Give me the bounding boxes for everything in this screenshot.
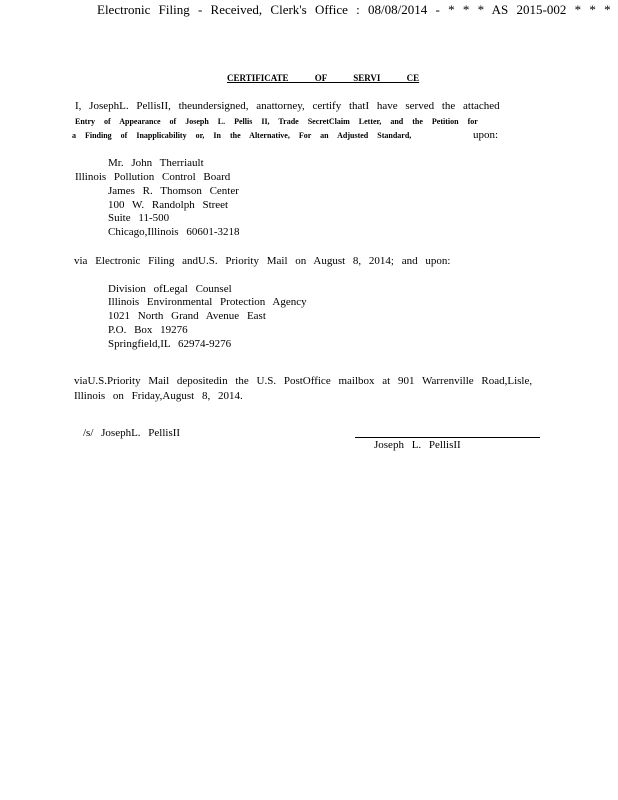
recipient1-line: Mr. John Therriault — [108, 157, 204, 169]
service-via-2-line-1: viaU.S.Priority Mail depositedin the U.S. PostOffice mailbox at 901 Warrenville Road,Lisle, — [74, 375, 533, 387]
recipient2-line: Division ofLegal Counsel — [108, 283, 232, 295]
recipient1-line: Suite 11-500 — [108, 212, 170, 224]
recipient1-line: James R. Thomson Center — [108, 185, 239, 197]
recipient1-line: Chicago,Illinois 60601-3218 — [108, 226, 240, 238]
signer-name: Joseph L. PellisII — [374, 439, 461, 451]
recipient2-line: 1021 North Grand Avenue East — [108, 310, 266, 322]
intro-line-3: a Finding of Inapplicability or, In the Alternative, For an Adjusted Standard, — [72, 131, 412, 140]
recipient1-line: 100 W. Randolph Street — [108, 199, 229, 211]
service-via-2-line-2: Illinois on Friday,August 8, 2014. — [74, 390, 243, 402]
signature-line — [355, 437, 540, 438]
electronic-filing-stamp: Electronic Filing - Received, Clerk's Office : 08/08/2014 - * * * AS 2015-002 * * * — [97, 2, 611, 17]
intro-line-1: I, JosephL. PellisII, theundersigned, anattorney, certify thatI have served the attached — [75, 100, 500, 112]
recipient2-line: P.O. Box 19276 — [108, 324, 188, 336]
electronic-signature: /s/ JosephL. PellisII — [83, 427, 181, 439]
intro-line-2: Entry of Appearance of Joseph L. Pellis II, Trade SecretClaim Letter, and the Petition for — [75, 117, 478, 126]
recipient1-line: Illinois Pollution Control Board — [75, 171, 231, 183]
service-via-1: via Electronic Filing andU.S. Priority Mail on August 8, 2014; and upon: — [74, 255, 451, 267]
recipient2-line: Springfield,IL 62974-9276 — [108, 338, 232, 350]
recipient2-line: Illinois Environmental Protection Agency — [108, 296, 307, 308]
intro-upon: upon: — [473, 129, 499, 141]
document-title: CERTIFICATE OF SERVI CE — [227, 73, 420, 83]
